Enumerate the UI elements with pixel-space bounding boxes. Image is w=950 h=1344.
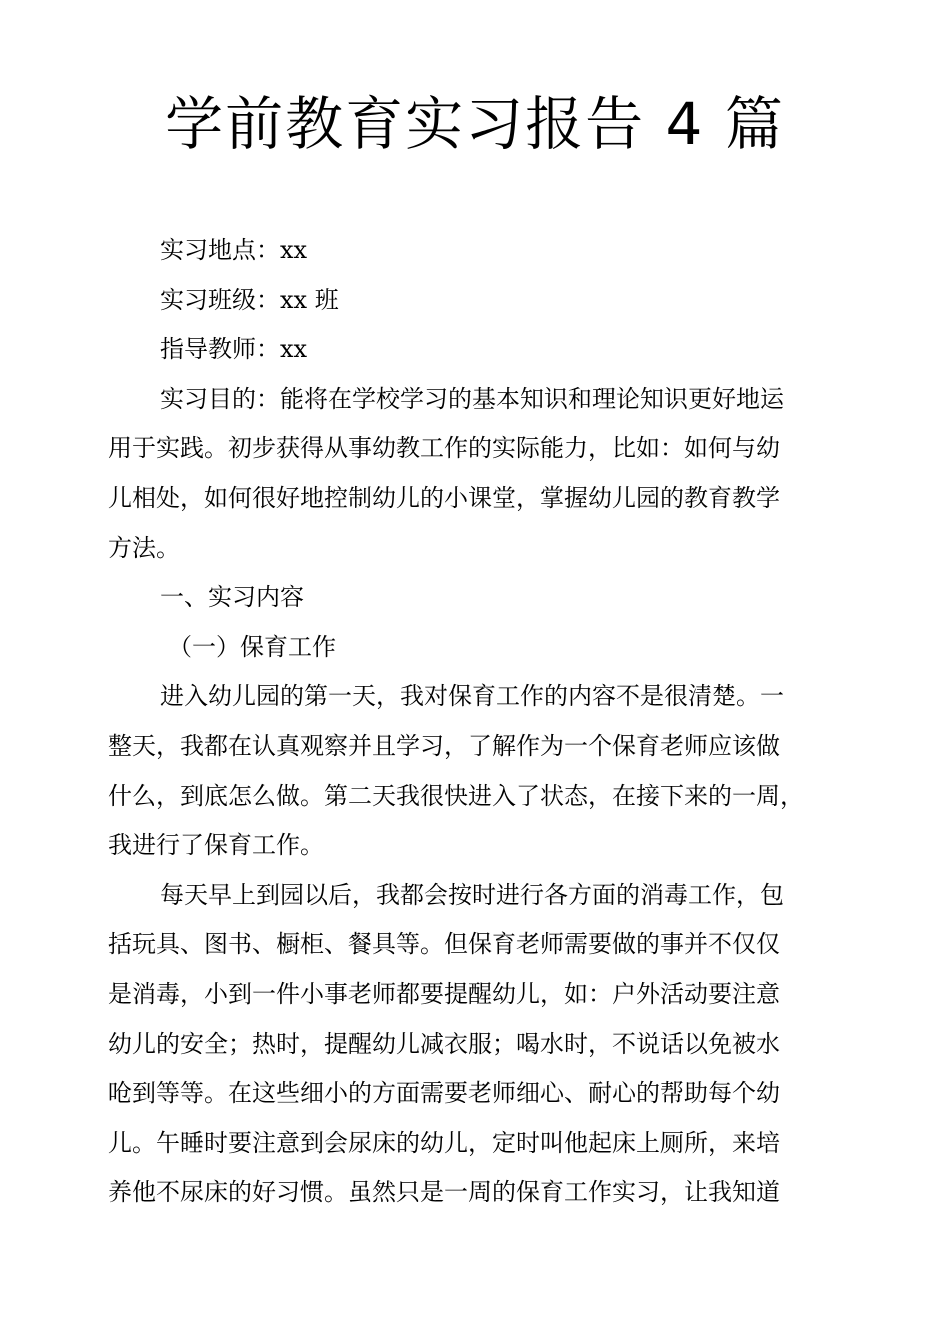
section-heading: 一、实习内容 — [160, 583, 304, 612]
document-body — [108, 226, 868, 1218]
paragraph-line: 方法。 — [108, 533, 180, 562]
paragraph-line: 括玩具、图书、橱柜、餐具等。但保育老师需要做的事并不仅仅 — [108, 930, 780, 959]
paragraph-line: 每天早上到园以后，我都会按时进行各方面的消毒工作，包 — [160, 880, 784, 909]
paragraph-line: 呛到等等。在这些细小的方面需要老师细心、耐心的帮助每个幼 — [108, 1079, 780, 1108]
paragraph-line: 进入幼儿园的第一天，我对保育工作的内容不是很清楚。一 — [160, 682, 784, 711]
paragraph-line: 是消毒，小到一件小事老师都要提醒幼儿，如：户外活动要注意 — [108, 979, 780, 1008]
paragraph-line: 整天，我都在认真观察并且学习，了解作为一个保育老师应该做 — [108, 731, 780, 760]
paragraph-line: 我进行了保育工作。 — [108, 831, 324, 860]
info-line-class: 实习班级：xx 班 — [160, 285, 339, 314]
info-line-teacher: 指导教师：xx — [160, 335, 308, 364]
subsection-heading: （一）保育工作 — [168, 632, 336, 661]
paragraph-line: 用于实践。初步获得从事幼教工作的实际能力，比如：如何与幼 — [108, 434, 780, 463]
info-line-location: 实习地点：xx — [160, 236, 308, 264]
paragraph-line: 什么，到底怎么做。第二天我很快进入了状态，在接下来的一周， — [108, 781, 804, 810]
paragraph-line: 儿相处，如何很好地控制幼儿的小课堂，掌握幼儿园的教育教学 — [108, 483, 780, 512]
paragraph-line: 实习目的：能将在学校学习的基本知识和理论知识更好地运 — [160, 384, 784, 413]
paragraph-line: 儿。午睡时要注意到会尿床的幼儿，定时叫他起床上厕所，来培 — [108, 1128, 780, 1157]
paragraph-line: 养他不尿床的好习惯。虽然只是一周的保育工作实习，让我知道 — [108, 1178, 780, 1207]
paragraph-line: 幼儿的安全；热时，提醒幼儿减衣服；喝水时，不说话以免被水 — [108, 1029, 780, 1058]
document-title: 学前教育实习报告 4 篇 — [165, 90, 785, 158]
